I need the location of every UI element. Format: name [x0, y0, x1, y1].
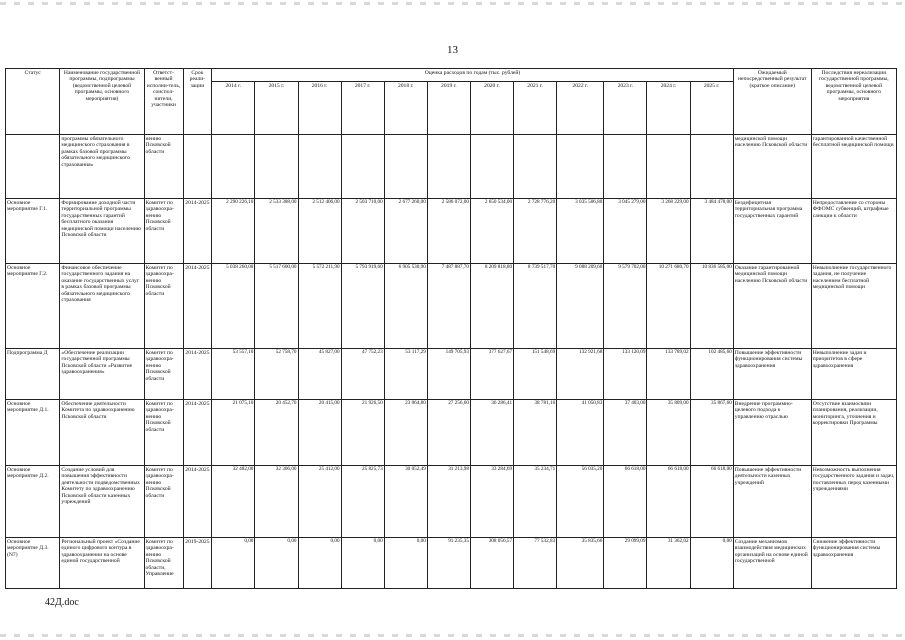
cell-value	[212, 135, 255, 199]
cell-value: 0,00	[341, 538, 384, 589]
table-body	[6, 135, 897, 589]
header-year: 2018 г.	[384, 82, 427, 135]
cell-value: 36 286,41	[470, 400, 513, 466]
cell-value: 9 579 702,00	[604, 264, 647, 349]
cell-term: 2019-2025	[183, 538, 212, 589]
cell-value: 2 512 406,00	[298, 199, 341, 264]
cell-executor: Комитет по здравоохра-нению Псковской области	[144, 199, 183, 264]
cell-result: Бездефицитная территориальная программа государственных гарантий	[733, 199, 811, 264]
table-row	[6, 135, 897, 199]
cell-value: 5 517 600,00	[255, 264, 298, 349]
cell-result: Повышение эффективности функционирования системы здравоохранения	[733, 349, 811, 400]
cell-value: 102 485,60	[690, 349, 733, 400]
cell-value: 77 532,83	[514, 538, 557, 589]
cell-value: 66 618,00	[604, 466, 647, 538]
cell-consequence: Отсутствие взаимосвязи планирования, реализации, мониторинга, уточнения и корректировки Программы	[811, 400, 896, 466]
cell-value	[514, 135, 557, 199]
cell-value: 27 256,60	[427, 400, 470, 466]
header-result: Ожидаемый непосредственный результат (краткое описание)	[733, 69, 811, 135]
cell-value: 35 234,71	[514, 466, 557, 538]
cell-term: 2014-2025	[183, 264, 212, 349]
header-term: Срок реали-зации	[183, 69, 212, 135]
table-row	[6, 538, 897, 589]
cell-value: 38 781,16	[514, 400, 557, 466]
cell-value: 6 905 530,90	[384, 264, 427, 349]
cell-term: 2014-2025	[183, 400, 212, 466]
table-row	[6, 466, 897, 538]
cell-value: 56 035,20	[557, 466, 604, 538]
cell-value: 31 362,02	[647, 538, 690, 589]
cell-value: 0,00	[384, 538, 427, 589]
cell-value	[341, 135, 384, 199]
table-row	[6, 264, 897, 349]
cell-value	[647, 135, 690, 199]
cell-value: 5 038 260,00	[212, 264, 255, 349]
cell-name: Создание условий для повышения эффективности деятельности подведомственных Комитету по здравоохранению Псковской области казенных учреждений	[60, 466, 144, 538]
cell-value: 3 268 229,00	[647, 199, 690, 264]
cell-value: 0,00	[298, 538, 341, 589]
cell-value	[384, 135, 427, 199]
cell-value: 8 739 517,70	[514, 264, 557, 349]
cell-value: 3 045 279,00	[604, 199, 647, 264]
cell-value	[604, 135, 647, 199]
cell-value: 66 618,00	[690, 466, 733, 538]
cell-consequence: Невыполнение государственного задания, не получение населением бесплатной медицинской помощи	[811, 264, 896, 349]
cell-status: Основное мероприятие Д.3. (N7)	[6, 538, 60, 589]
cell-value: 3 035 506,80	[557, 199, 604, 264]
header-year: 2020 г.	[470, 82, 513, 135]
cell-consequence: Невозможность выполнения государственного задания и задач, поставленных перед казенными учреждениями	[811, 466, 896, 538]
cell-value: 41 050,83	[557, 400, 604, 466]
footer-filename: 42Д.doc	[45, 597, 79, 608]
cell-value: 0,00	[690, 538, 733, 589]
cell-term: 2014-2025	[183, 349, 212, 400]
cell-value	[470, 135, 513, 199]
cell-executor: Комитет по здравоохра-нению Псковской области	[144, 400, 183, 466]
cell-value: 0,00	[212, 538, 255, 589]
cell-value: 45 827,00	[298, 349, 341, 400]
header-status: Статус	[6, 69, 60, 135]
cell-value	[255, 135, 298, 199]
cell-status: Основное мероприятие Г.1.	[6, 199, 60, 264]
header-year: 2025 г.	[690, 82, 733, 135]
cell-value: 20 415,00	[298, 400, 341, 466]
cell-value: 30 052,49	[384, 466, 427, 538]
cell-value: 9 088 209,60	[557, 264, 604, 349]
cell-value: 3 484 478,00	[690, 199, 733, 264]
cell-value: 21 926,50	[341, 400, 384, 466]
header-consequence: Последствия нереализации государственной программы, ведомственной целевой программы, основного мероприятия	[811, 69, 896, 135]
cell-executor: Комитет по здравоохра-нению Псковской области	[144, 349, 183, 400]
table-row	[6, 400, 897, 466]
cell-value: 10 836 585,00	[690, 264, 733, 349]
table-row	[6, 199, 897, 264]
cell-status: Основное мероприятие Д.1.	[6, 400, 60, 466]
cell-name: программы обязательного медицинского страхования в рамках базовой программы обязательного медицинского страхования»	[60, 135, 144, 199]
cell-status: Основное мероприятие Г.2.	[6, 264, 60, 349]
cell-value: 8 209 818,80	[470, 264, 513, 349]
cell-consequence: Невыполнение задач и приоритетов в сфере здравоохранения	[811, 349, 896, 400]
program-table	[5, 68, 897, 589]
cell-value: 32 482,00	[212, 466, 255, 538]
cell-value: 149 705,93	[427, 349, 470, 400]
header-year: 2023 г.	[604, 82, 647, 135]
header-year: 2024 г.	[647, 82, 690, 135]
cell-value: 29 099,09	[604, 538, 647, 589]
cell-value: 91 235,35	[427, 538, 470, 589]
cell-value: 35 809,00	[647, 400, 690, 466]
cell-value: 5 572 211,90	[298, 264, 341, 349]
cell-result: медицинской помощи населению Псковской области	[733, 135, 811, 199]
cell-value: 21 075,10	[212, 400, 255, 466]
cell-value: 2 503 710,00	[341, 199, 384, 264]
cell-value: 25 825,73	[341, 466, 384, 538]
cell-status	[6, 135, 60, 199]
header-row-1	[6, 69, 897, 82]
cell-value: 7 487 887,70	[427, 264, 470, 349]
cell-value: 25 412,00	[298, 466, 341, 538]
page-number: 13	[447, 44, 458, 56]
scan-noise-bottom	[0, 634, 905, 637]
header-name: Наименование государственной программы, подпрограммы (ведомственной целевой программы, основного мероприятия)	[60, 69, 144, 135]
cell-value: 10 271 680,70	[647, 264, 690, 349]
cell-value: 35 835,66	[557, 538, 604, 589]
cell-value: 377 627,67	[470, 349, 513, 400]
cell-consequence: Снижение эффективности функционирования системы здравоохранения	[811, 538, 896, 589]
header-executor: Ответст-венный исполни-тель, соиспол-нители, участники	[144, 69, 183, 135]
cell-result: Внедрение программно-целевого подхода к управлению отраслью	[733, 400, 811, 466]
header-year: 2022 г.	[557, 82, 604, 135]
header-year: 2019 г.	[427, 82, 470, 135]
cell-executor: Комитет по здравоохра-нению Псковской области	[144, 466, 183, 538]
cell-value: 308 056,57	[470, 538, 513, 589]
cell-value: 66 618,00	[647, 466, 690, 538]
cell-value: 2 677 260,00	[384, 199, 427, 264]
header-year: 2021 г.	[514, 82, 557, 135]
cell-name: «Обеспечение реализации государственной программы Псковской области «Развитие здравоохранения»	[60, 349, 144, 400]
cell-executor: нению Псковской области	[144, 135, 183, 199]
cell-value: 33 284,69	[470, 466, 513, 538]
cell-result: Повышение эффективности деятельности казенных учреждений	[733, 466, 811, 538]
cell-value: 20 452,70	[255, 400, 298, 466]
cell-name: Формирование доходной части территориальной программы государственных гарантий бесплатного оказания медицинской помощи населению Псковской области	[60, 199, 144, 264]
cell-value: 31 213,98	[427, 466, 470, 538]
cell-value: 0,00	[255, 538, 298, 589]
cell-term	[183, 135, 212, 199]
cell-result: Оказание гарантированной медицинской помощи населению Псковской области	[733, 264, 811, 349]
cell-value: 47 752,23	[341, 349, 384, 400]
cell-value: 2 290 226,10	[212, 199, 255, 264]
cell-term: 2014-2025	[183, 466, 212, 538]
header-cost-group: Оценка расходов по годам (тыс. рублей)	[212, 69, 733, 82]
cell-executor: Комитет по здравоохра-нению Псковской области, Управление	[144, 538, 183, 589]
cell-value: 2 650 534,00	[470, 199, 513, 264]
cell-value: 2 728 776,20	[514, 199, 557, 264]
cell-value: 2 533 388,00	[255, 199, 298, 264]
table-row	[6, 349, 897, 400]
cell-name: Обеспечение деятельности Комитета по здравоохранению Псковской области	[60, 400, 144, 466]
cell-value	[557, 135, 604, 199]
cell-value	[298, 135, 341, 199]
cell-value: 35 867,60	[690, 400, 733, 466]
cell-value	[427, 135, 470, 199]
cell-value: 5 793 919,60	[341, 264, 384, 349]
header-year: 2014 г.	[212, 82, 255, 135]
cell-result: Создание механизмов взаимодействия медицинских организаций на основе единой государственной	[733, 538, 811, 589]
cell-value: 53 117,29	[384, 349, 427, 400]
cell-value: 52 758,70	[255, 349, 298, 400]
cell-status: Подпрограмма Д	[6, 349, 60, 400]
cell-value: 2 586 072,00	[427, 199, 470, 264]
cell-name: Региональный проект «Создание единого цифрового контура в здравоохранении на основе единой государственной	[60, 538, 144, 589]
cell-value: 23 064,80	[384, 400, 427, 466]
scan-noise-top	[0, 2, 905, 5]
cell-executor: Комитет по здравоохра-нению Псковской области	[144, 264, 183, 349]
cell-value	[690, 135, 733, 199]
cell-value: 32 306,00	[255, 466, 298, 538]
cell-value: 132 921,68	[557, 349, 604, 400]
cell-name: Финансовое обеспечение государственного задания на оказание государственных услуг в рамках базовой программы обязательного медицинского страхования	[60, 264, 144, 349]
cell-value: 133 789,02	[647, 349, 690, 400]
cell-value: 133 120,09	[604, 349, 647, 400]
header-year: 2016 г.	[298, 82, 341, 135]
cell-value: 37 403,00	[604, 400, 647, 466]
cell-status: Основное мероприятие Д.2.	[6, 466, 60, 538]
header-year: 2015 г.	[255, 82, 298, 135]
cell-value: 53 557,10	[212, 349, 255, 400]
cell-value: 151 548,69	[514, 349, 557, 400]
header-year: 2017 г.	[341, 82, 384, 135]
cell-term: 2014-2025	[183, 199, 212, 264]
cell-consequence: гарантированной качественной бесплатной медицинской помощи	[811, 135, 896, 199]
cell-consequence: Непредоставление со стороны ФФОМС субвенций, штрафные санкции к области	[811, 199, 896, 264]
